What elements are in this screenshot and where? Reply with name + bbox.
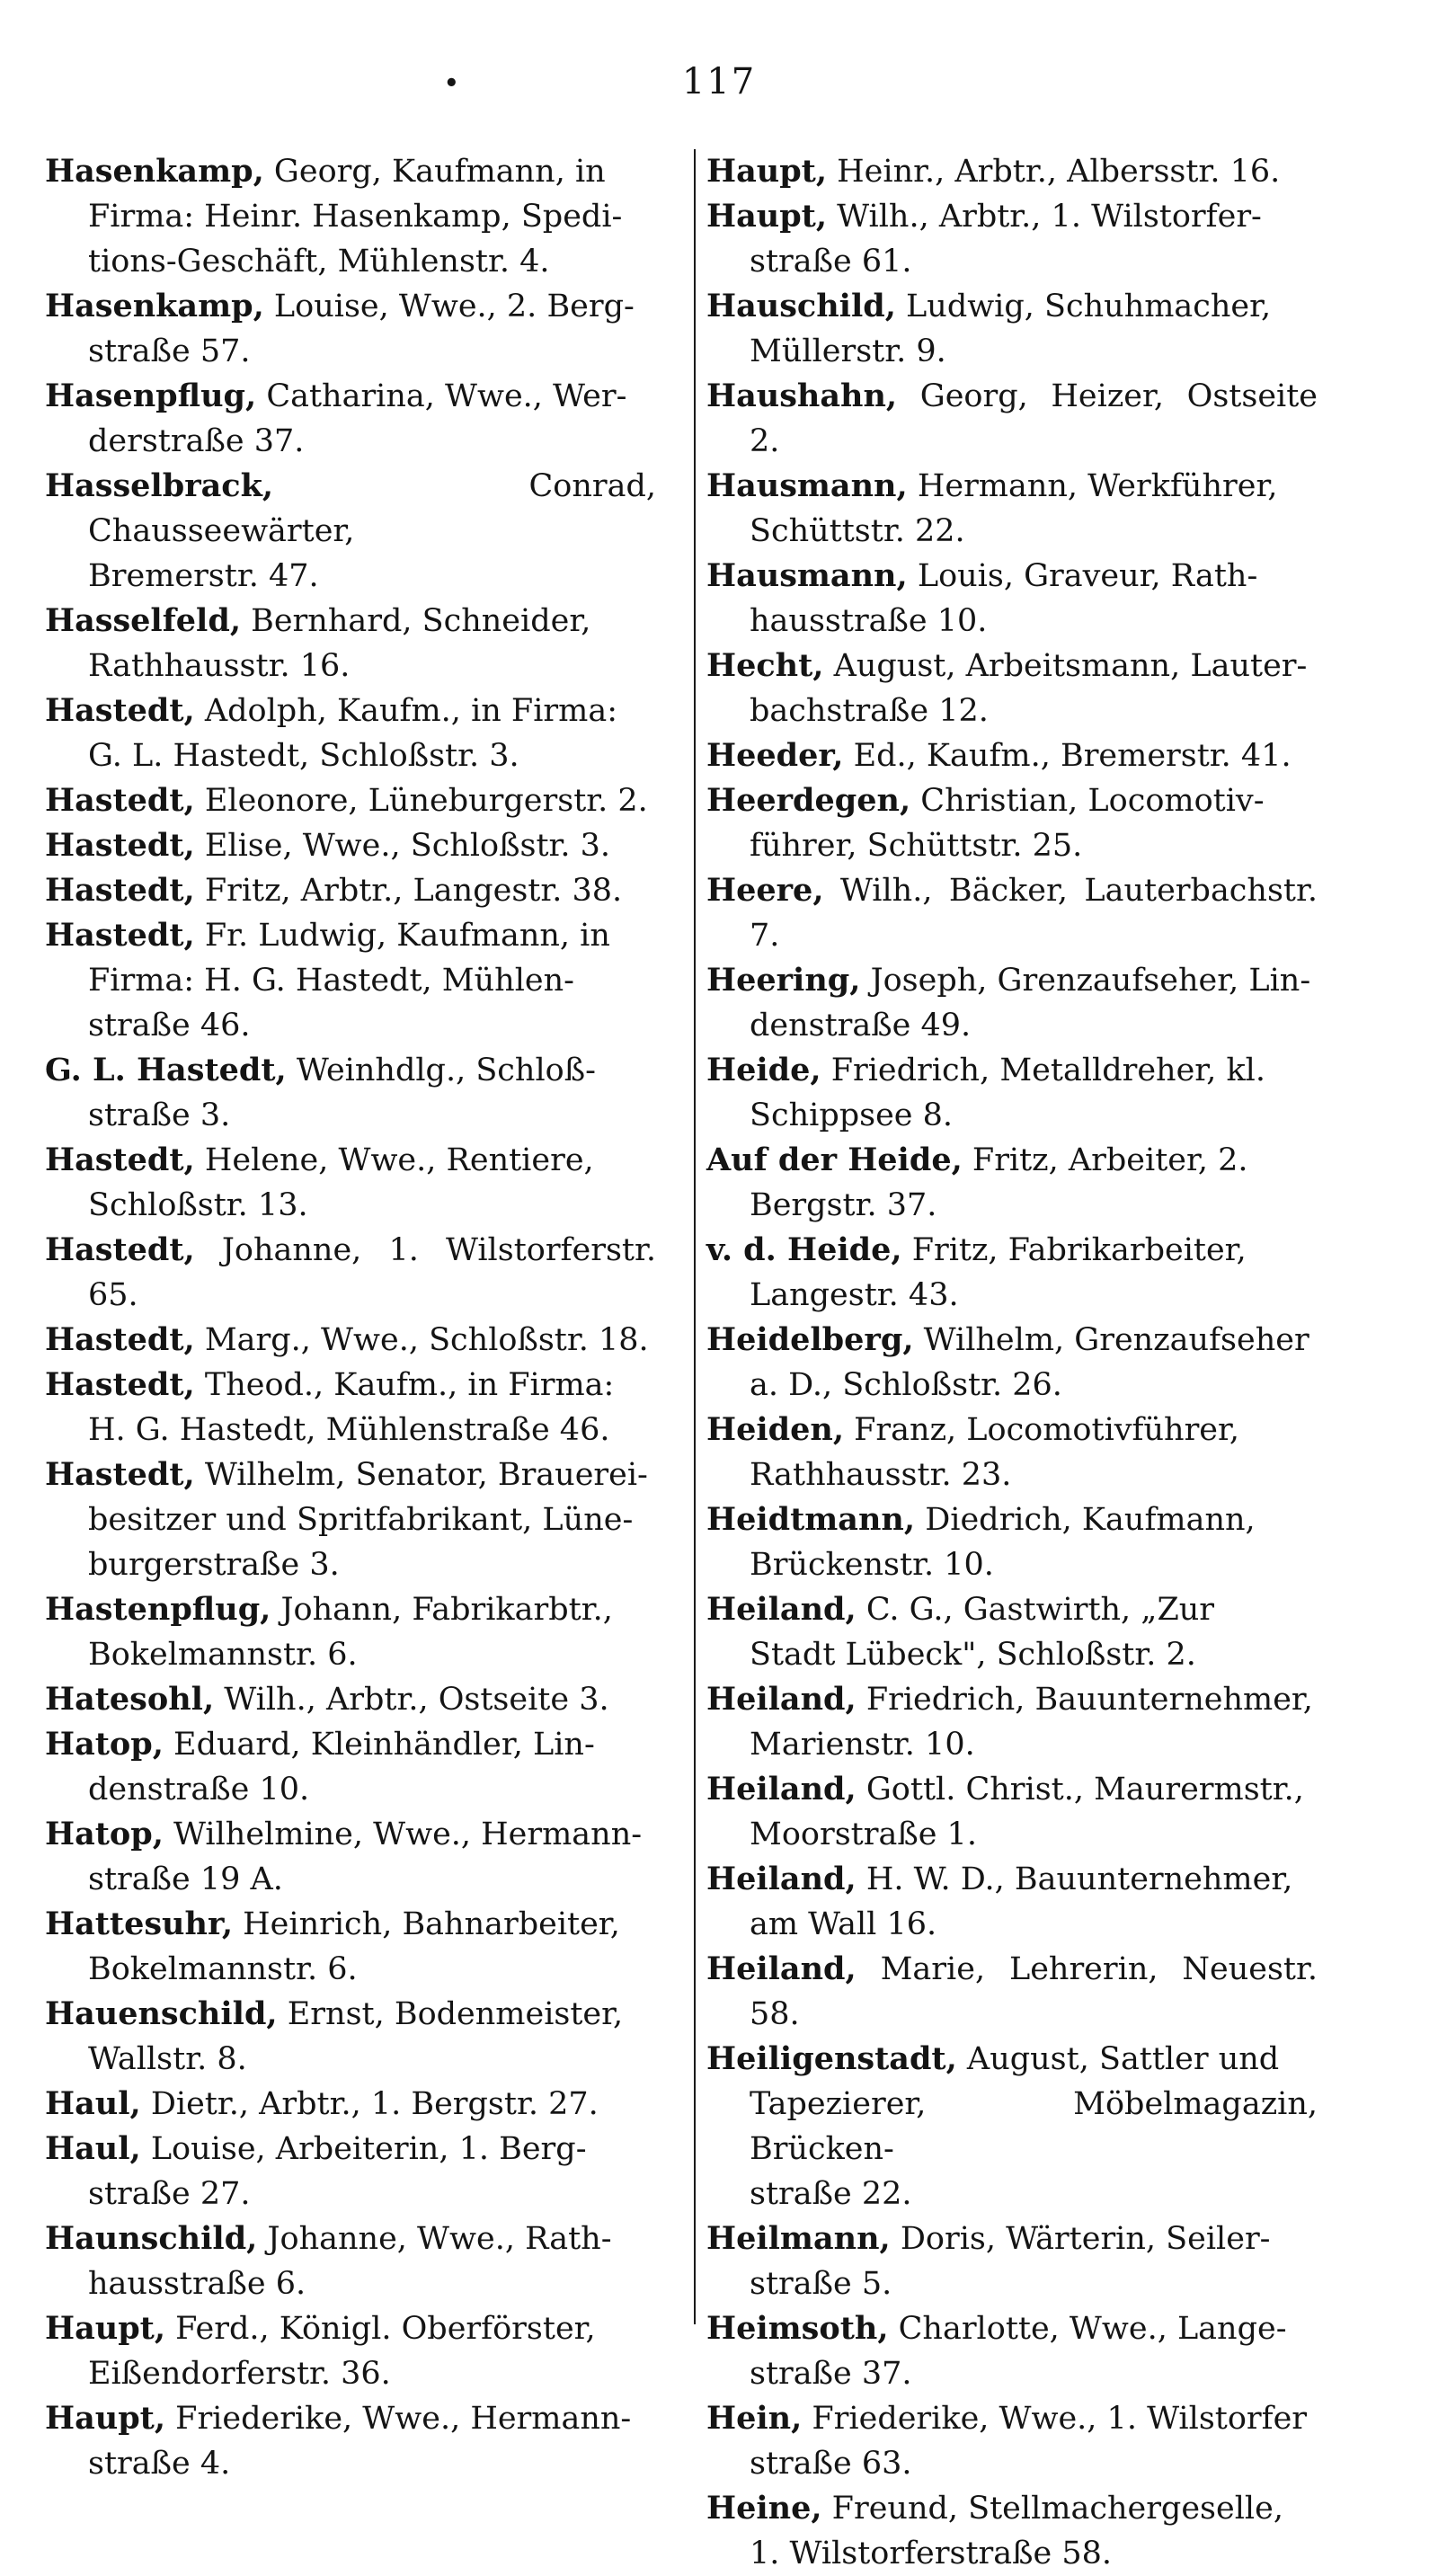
entry-name: Haushahn,	[706, 378, 898, 414]
directory-entry	[706, 1947, 1318, 2037]
directory-entry	[45, 1812, 656, 1902]
entry-name: Hastedt,	[45, 692, 195, 729]
directory-entry	[706, 1138, 1318, 1228]
directory-entry	[45, 1228, 656, 1318]
right-column	[706, 149, 1318, 2572]
entry-details: Wilhelmine, Wwe., Hermann- straße 19 A.	[88, 1817, 643, 1897]
entry-details: Johann, Fabrikarbtr., Bokelmannstr. 6.	[88, 1592, 613, 1673]
entry-details: Franz, Locomotivführer, Rathhausstr. 23.	[750, 1412, 1240, 1493]
entry-details: Adolph, Kaufm., in Firma: G. L. Hastedt, Schloßstr. 3.	[88, 693, 617, 774]
entry-name: Hauschild,	[706, 288, 896, 324]
entry-name: Heiland,	[706, 1591, 857, 1628]
entry-details: Dietr., Arbtr., 1. Bergstr. 27.	[140, 2086, 599, 2122]
entry-name: Heere,	[706, 872, 824, 909]
entry-name: Hausmann,	[706, 467, 908, 504]
directory-entry	[706, 1857, 1318, 1947]
directory-entry	[706, 284, 1318, 374]
column-divider	[694, 149, 696, 2324]
directory-entry	[706, 868, 1318, 958]
entry-details: Theod., Kaufm., in Firma: H. G. Hastedt, Mühlenstraße 46.	[88, 1367, 615, 1448]
entry-details: Ed., Kaufm., Bremerstr. 41.	[843, 738, 1292, 774]
left-column	[45, 149, 656, 2482]
directory-entry	[706, 958, 1318, 1048]
directory-entry	[45, 1587, 656, 1677]
directory-entry	[45, 1902, 656, 1992]
entry-details: Fritz, Arbtr., Langestr. 38.	[194, 873, 623, 909]
directory-entry	[706, 2486, 1318, 2576]
entry-details: Friedrich, Metalldreher, kl. Schippsee 8.	[750, 1053, 1265, 1133]
entry-details: Diedrich, Kaufmann, Brückenstr. 10.	[750, 1502, 1256, 1583]
entry-details: Eleonore, Lüneburgerstr. 2.	[194, 783, 648, 819]
directory-entry	[706, 194, 1318, 284]
entry-details: Wilh., Bäcker, Lauterbachstr. 7.	[750, 873, 1318, 954]
directory-entry	[706, 1318, 1318, 1408]
entry-details: August, Arbeitsmann, Lauter- bachstraße 12.	[750, 648, 1308, 729]
entry-name: Hauenschild,	[45, 1995, 278, 2032]
directory-entry	[45, 599, 656, 688]
entry-details: Friederike, Wwe., Hermann- straße 4.	[88, 2401, 632, 2482]
directory-entry	[45, 1677, 656, 1722]
entry-details: Conrad, Chausseewärter, Bremerstr. 47.	[88, 468, 656, 594]
entry-name: Hastedt,	[45, 1456, 195, 1493]
entry-name: Heiland,	[706, 1861, 857, 1897]
entry-details: Catharina, Wwe., Wer- derstraße 37.	[88, 378, 627, 459]
entry-name: Hatop,	[45, 1816, 164, 1852]
directory-entry	[706, 1048, 1318, 1138]
entry-details: Ernst, Bodenmeister, Wallstr. 8.	[88, 1996, 624, 2077]
entry-details: Fritz, Fabrikarbeiter, Langestr. 43.	[750, 1232, 1247, 1313]
directory-entry	[706, 1408, 1318, 1497]
entry-name: Hastedt,	[45, 917, 195, 954]
entry-details: Joseph, Grenzaufseher, Lin- denstraße 49.	[750, 963, 1311, 1044]
directory-entry	[706, 554, 1318, 644]
entry-details: Louise, Wwe., 2. Berg- straße 57.	[88, 289, 635, 369]
directory-entry	[45, 1138, 656, 1228]
entry-name: Hatop,	[45, 1726, 164, 1763]
entry-name: Hasselfeld,	[45, 602, 241, 639]
directory-entry	[706, 2306, 1318, 2396]
entry-name: Haupt,	[45, 2400, 166, 2437]
directory-entry	[45, 823, 656, 868]
directory-entry	[45, 778, 656, 823]
entry-name: Haupt,	[706, 153, 828, 190]
directory-entry	[45, 1992, 656, 2082]
entry-name: Hastedt,	[45, 1366, 195, 1403]
entry-name: Hasselbrack,	[45, 467, 274, 504]
directory-entry	[45, 1452, 656, 1587]
entry-details: Marie, Lehrerin, Neuestr. 58.	[750, 1951, 1318, 2032]
directory-entry	[706, 1677, 1318, 1767]
directory-entry	[706, 2037, 1318, 2216]
entry-name: Heiland,	[706, 1681, 857, 1718]
entry-name: Heine,	[706, 2490, 822, 2527]
entry-name: Auf der Heide,	[706, 1141, 963, 1178]
entry-name: G. L. Hastedt,	[45, 1052, 287, 1088]
entry-name: Hastedt,	[45, 782, 195, 819]
entry-name: Hattesuhr,	[45, 1905, 234, 1942]
directory-entry	[45, 149, 656, 284]
directory-entry	[45, 1318, 656, 1363]
entry-details: Friedrich, Bauunternehmer, Marienstr. 10.	[750, 1682, 1313, 1763]
entry-details: August, Sattler und Tapezierer, Möbelmagazin, Brücken- straße 22.	[750, 2041, 1318, 2212]
entry-details: Wilh., Arbtr., Ostseite 3.	[214, 1682, 609, 1718]
entry-details: Johanne, 1. Wilstorferstr. 65.	[88, 1232, 656, 1313]
entry-details: Wilh., Arbtr., 1. Wilstorfer- straße 61.	[750, 199, 1262, 280]
directory-entry	[706, 1587, 1318, 1677]
entry-details: C. G., Gastwirth, „Zur Stadt Lübeck", Schloßstr. 2.	[750, 1592, 1215, 1673]
entry-name: Hasenpflug,	[45, 378, 257, 414]
entry-name: Heidtmann,	[706, 1501, 916, 1538]
header-dot: •	[444, 70, 459, 97]
entry-details: Marg., Wwe., Schloßstr. 18.	[194, 1322, 649, 1358]
entry-details: Charlotte, Wwe., Lange- straße 37.	[750, 2311, 1287, 2392]
entry-details: Friederike, Wwe., 1. Wilstorfer straße 63.	[750, 2401, 1308, 2482]
entry-details: Wilhelm, Grenzaufseher a. D., Schloßstr. 26.	[750, 1322, 1309, 1403]
directory-entry	[45, 868, 656, 913]
directory-entry	[45, 1722, 656, 1812]
entry-name: Hausmann,	[706, 557, 908, 594]
entry-name: Hatesohl,	[45, 1681, 215, 1718]
entry-details: Gottl. Christ., Maurermstr., Moorstraße 1.	[750, 1772, 1304, 1852]
directory-entry	[706, 2216, 1318, 2306]
entry-name: Haunschild,	[45, 2220, 258, 2257]
entry-details: Helene, Wwe., Rentiere, Schloßstr. 13.	[88, 1142, 594, 1223]
directory-entry	[706, 464, 1318, 554]
entry-name: Hasenkamp,	[45, 288, 264, 324]
entry-name: Heiland,	[706, 1771, 857, 1808]
directory-entry	[45, 374, 656, 464]
entry-name: Hastedt,	[45, 1321, 195, 1358]
directory-entry	[45, 1048, 656, 1138]
directory-entry	[706, 374, 1318, 464]
entry-name: Heiland,	[706, 1950, 857, 1987]
directory-entry	[45, 1363, 656, 1452]
entry-details: Eduard, Kleinhändler, Lin- denstraße 10.	[88, 1727, 595, 1808]
directory-entry	[706, 644, 1318, 733]
directory-entry	[706, 2396, 1318, 2486]
entry-name: Hastedt,	[45, 827, 195, 864]
directory-entry	[706, 1228, 1318, 1318]
entry-name: Heilmann,	[706, 2220, 891, 2257]
directory-entry	[45, 2127, 656, 2216]
entry-name: Haul,	[45, 2085, 141, 2122]
entry-name: Heiden,	[706, 1411, 845, 1448]
directory-entry	[706, 733, 1318, 778]
directory-entry	[45, 2306, 656, 2396]
directory-entry	[45, 464, 656, 599]
entry-details: Wilhelm, Senator, Brauerei- besitzer und Spritfabrikant, Lüne- burgerstraße 3.	[88, 1457, 648, 1583]
directory-entry	[706, 778, 1318, 868]
entry-name: Haupt,	[706, 198, 828, 235]
entry-name: Hastedt,	[45, 1141, 195, 1178]
entry-name: v. d. Heide,	[706, 1231, 902, 1268]
entry-details: Doris, Wärterin, Seiler- straße 5.	[750, 2221, 1271, 2302]
entry-details: Fritz, Arbeiter, 2. Bergstr. 37.	[750, 1142, 1248, 1223]
entry-name: Heeder,	[706, 737, 844, 774]
directory-entry	[45, 284, 656, 374]
directory-entry	[706, 1497, 1318, 1587]
entry-details: Weinhdlg., Schloß- straße 3.	[88, 1053, 596, 1133]
entry-name: Hastedt,	[45, 1231, 195, 1268]
entry-name: Heerdegen,	[706, 782, 911, 819]
entry-details: Freund, Stellmachergeselle, 1. Wilstorferstraße 58.	[750, 2491, 1283, 2572]
directory-entry	[45, 2396, 656, 2486]
entry-name: Haul,	[45, 2130, 141, 2167]
directory-entry	[706, 1767, 1318, 1857]
entry-name: Hein,	[706, 2400, 803, 2437]
entry-name: Hasenkamp,	[45, 153, 264, 190]
entry-details: Ferd., Königl. Oberförster, Eißendorferstr. 36.	[88, 2311, 596, 2392]
entry-name: Heimsoth,	[706, 2310, 889, 2347]
directory-entry	[45, 2216, 656, 2306]
entry-name: Heering,	[706, 962, 861, 999]
entry-details: Elise, Wwe., Schloßstr. 3.	[194, 828, 611, 864]
entry-name: Heide,	[706, 1052, 821, 1088]
page-number: 117	[681, 61, 757, 102]
entry-details: Johanne, Wwe., Rath- hausstraße 6.	[88, 2221, 612, 2302]
entry-name: Heidelberg,	[706, 1321, 914, 1358]
entry-name: Hastedt,	[45, 872, 195, 909]
directory-entry	[45, 688, 656, 778]
entry-details: Heinrich, Bahnarbeiter, Bokelmannstr. 6.	[88, 1906, 620, 1987]
entry-details: H. W. D., Bauunternehmer, am Wall 16.	[750, 1861, 1293, 1942]
entry-details: Bernhard, Schneider, Rathhausstr. 16.	[88, 603, 591, 684]
entry-details: Georg, Heizer, Ostseite 2.	[750, 378, 1318, 459]
entry-name: Haupt,	[45, 2310, 166, 2347]
entry-details: Louis, Graveur, Rath- hausstraße 10.	[750, 558, 1258, 639]
entry-name: Heiligenstadt,	[706, 2040, 957, 2077]
entry-details: Heinr., Arbtr., Albersstr. 16.	[827, 154, 1281, 190]
entry-details: Georg, Kaufmann, in Firma: Heinr. Hasenkamp, Spedi- tions-Geschäft, Mühlenstr. 4.	[88, 154, 623, 280]
entry-details: Louise, Arbeiterin, 1. Berg- straße 27.	[88, 2131, 587, 2212]
directory-entry	[45, 913, 656, 1048]
entry-name: Hecht,	[706, 647, 824, 684]
entry-details: Ludwig, Schuhmacher, Müllerstr. 9.	[750, 289, 1272, 369]
entry-name: Hastenpflug,	[45, 1591, 271, 1628]
entry-details: Hermann, Werkführer, Schüttstr. 22.	[750, 468, 1278, 549]
directory-entry	[45, 2082, 656, 2127]
entry-details: Christian, Locomotiv- führer, Schüttstr. 25.	[750, 783, 1265, 864]
entry-details: Fr. Ludwig, Kaufmann, in Firma: H. G. Hastedt, Mühlen- straße 46.	[88, 918, 610, 1044]
directory-entry	[706, 149, 1318, 194]
